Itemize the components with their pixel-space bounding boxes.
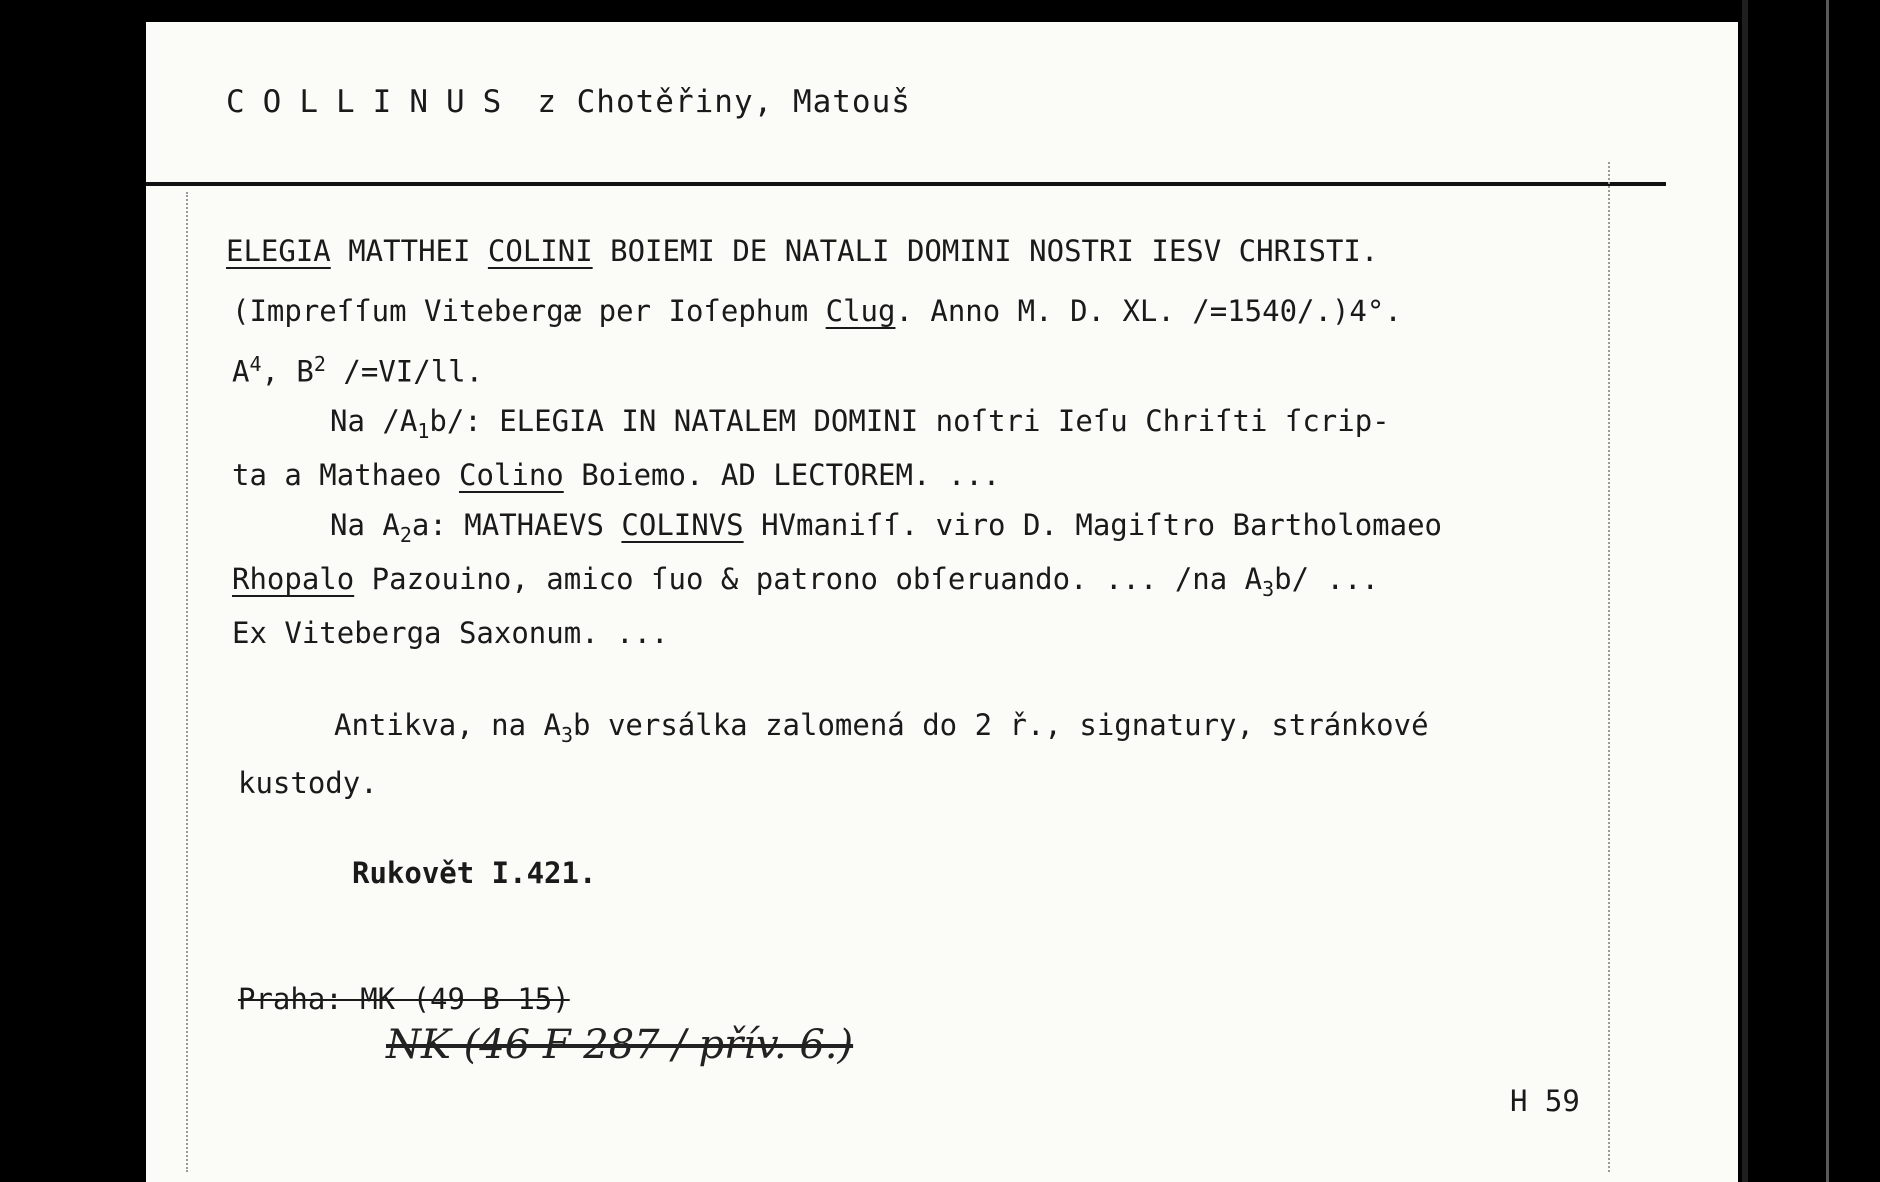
bibliography-reference: Rukovět I.421. [352,856,597,890]
imprint-line: (Impreſſum Vitebergæ per Ioſephum Clug. Anno M. D. XL. /=1540/.)4°. [232,294,1402,328]
dedication-line-2: Rhopalo Pazouino, amico ſuo & patrono obſeruando. ... /na $A_3b/$ ... [232,562,1379,601]
description-line-1: Antikva, na $A_3b$ versálka zalomená do 2 ř., signatury, stránkové [334,708,1429,747]
card-edge-shadow [1742,0,1748,1182]
heading-rule [146,182,1666,186]
card-number: H 59 [1510,1084,1580,1118]
card-heading [226,84,911,120]
scanner-edge-line [1826,0,1829,1182]
struck-location: Praha: MK (49 B 15) [238,982,570,1016]
incipit-line-2: ta a Mathaeo Colino Boiemo. AD LECTOREM. ... [232,458,1001,492]
left-margin-line [186,192,188,1172]
author-surname: COLLINUS [226,84,520,120]
collation-line: $A^4$, $B^2$ /=VI/ll. [232,352,484,389]
right-margin-line [1608,162,1610,1172]
dedication-line-1: Na $A_2a$: MATHAEVS COLINVS HVmaniſſ. viro D. Magiſtro Bartholomaeo [330,508,1443,547]
dedication-line-3: Ex Viteberga Saxonum. ... [232,616,669,650]
description-line-2: kustody. [238,766,378,800]
author-name-rest: z Chotěřiny, Matouš [537,84,911,120]
catalog-card [146,22,1738,1182]
title-line-1: ELEGIA MATTHEI COLINI BOIEMI DE NATALI DOMINI NOSTRI IESV CHRISTI. [226,234,1379,268]
incipit-line-1: Na $/A_1b/$: ELEGIA IN NATALEM DOMINI noſtri Ieſu Chriſti ſcrip- [330,404,1390,443]
handwritten-location: NK (46 F 287 / přív. 6.) [386,1022,854,1068]
